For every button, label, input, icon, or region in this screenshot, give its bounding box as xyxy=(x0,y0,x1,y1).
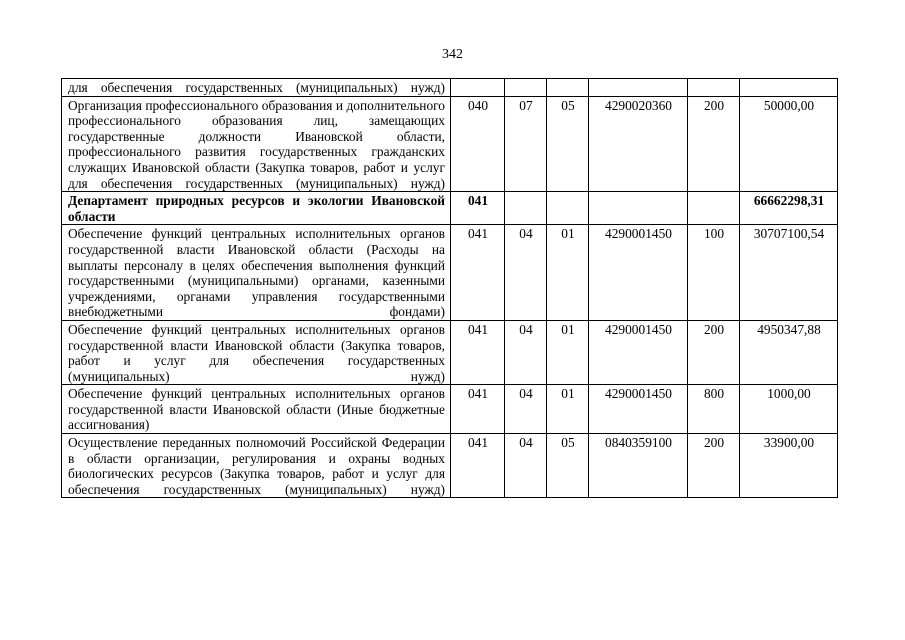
amount xyxy=(740,79,838,97)
section-code xyxy=(505,79,547,97)
item-description: Департамент природных ресурсов и экологии Ивановской области xyxy=(62,192,451,225)
amount: 66662298,31 xyxy=(740,192,838,225)
admin-code: 041 xyxy=(451,225,505,321)
subsection-code xyxy=(547,79,589,97)
admin-code: 041 xyxy=(451,434,505,498)
expense-type-code: 200 xyxy=(688,320,740,384)
expense-type-code: 200 xyxy=(688,96,740,192)
budget-table xyxy=(61,78,838,498)
amount: 50000,00 xyxy=(740,96,838,192)
target-article-code xyxy=(589,192,688,225)
table-row xyxy=(62,79,838,97)
page-number: 342 xyxy=(442,47,463,62)
admin-code: 040 xyxy=(451,96,505,192)
admin-code: 041 xyxy=(451,192,505,225)
item-description: для обеспечения государственных (муниципальных) нужд) xyxy=(62,79,451,97)
target-article-code: 4290020360 xyxy=(589,96,688,192)
amount: 33900,00 xyxy=(740,434,838,498)
target-article-code: 4290001450 xyxy=(589,320,688,384)
target-article-code: 0840359100 xyxy=(589,434,688,498)
expense-type-code xyxy=(688,79,740,97)
section-code: 04 xyxy=(505,434,547,498)
item-description: Организация профессионального образования и дополнительного профессионального образования лиц, замещающих государственные должности Ивановской области, профессионального развития государственных гражданских служащих Ивановской области (Закупка товаров, работ и услуг для обеспечения государственных (муниципальных) нужд) xyxy=(62,96,451,192)
table-row xyxy=(62,96,838,192)
table-row xyxy=(62,434,838,498)
section-code: 04 xyxy=(505,225,547,321)
subsection-code: 05 xyxy=(547,96,589,192)
subsection-code: 01 xyxy=(547,320,589,384)
subsection-code: 01 xyxy=(547,385,589,434)
subsection-code: 05 xyxy=(547,434,589,498)
expense-type-code xyxy=(688,192,740,225)
table-row xyxy=(62,225,838,321)
amount: 30707100,54 xyxy=(740,225,838,321)
expense-type-code: 100 xyxy=(688,225,740,321)
target-article-code: 4290001450 xyxy=(589,385,688,434)
section-code xyxy=(505,192,547,225)
admin-code xyxy=(451,79,505,97)
item-description: Обеспечение функций центральных исполнительных органов государственной власти Ивановской области (Иные бюджетные ассигнования) xyxy=(62,385,451,434)
item-description: Осуществление переданных полномочий Российской Федерации в области организации, регулирования и охраны водных биологических ресурсов (Закупка товаров, работ и услуг для обеспечения государственных (муниципальных) нужд) xyxy=(62,434,451,498)
expense-type-code: 800 xyxy=(688,385,740,434)
target-article-code: 4290001450 xyxy=(589,225,688,321)
table-row xyxy=(62,320,838,384)
amount: 1000,00 xyxy=(740,385,838,434)
subsection-code: 01 xyxy=(547,225,589,321)
section-code: 04 xyxy=(505,385,547,434)
item-description: Обеспечение функций центральных исполнительных органов государственной власти Ивановской области (Расходы на выплаты персоналу в целях обеспечения выполнения функций государственными (муниципальными) органами, казенными учреждениями, органами управления государственными внебюджетными фондами) xyxy=(62,225,451,321)
target-article-code xyxy=(589,79,688,97)
table-row xyxy=(62,385,838,434)
admin-code: 041 xyxy=(451,320,505,384)
expense-type-code: 200 xyxy=(688,434,740,498)
subsection-code xyxy=(547,192,589,225)
section-code: 04 xyxy=(505,320,547,384)
admin-code: 041 xyxy=(451,385,505,434)
section-code: 07 xyxy=(505,96,547,192)
amount: 4950347,88 xyxy=(740,320,838,384)
item-description: Обеспечение функций центральных исполнительных органов государственной власти Ивановской области (Закупка товаров, работ и услуг для обеспечения государственных (муниципальных) нужд) xyxy=(62,320,451,384)
department-total-row xyxy=(62,192,838,225)
